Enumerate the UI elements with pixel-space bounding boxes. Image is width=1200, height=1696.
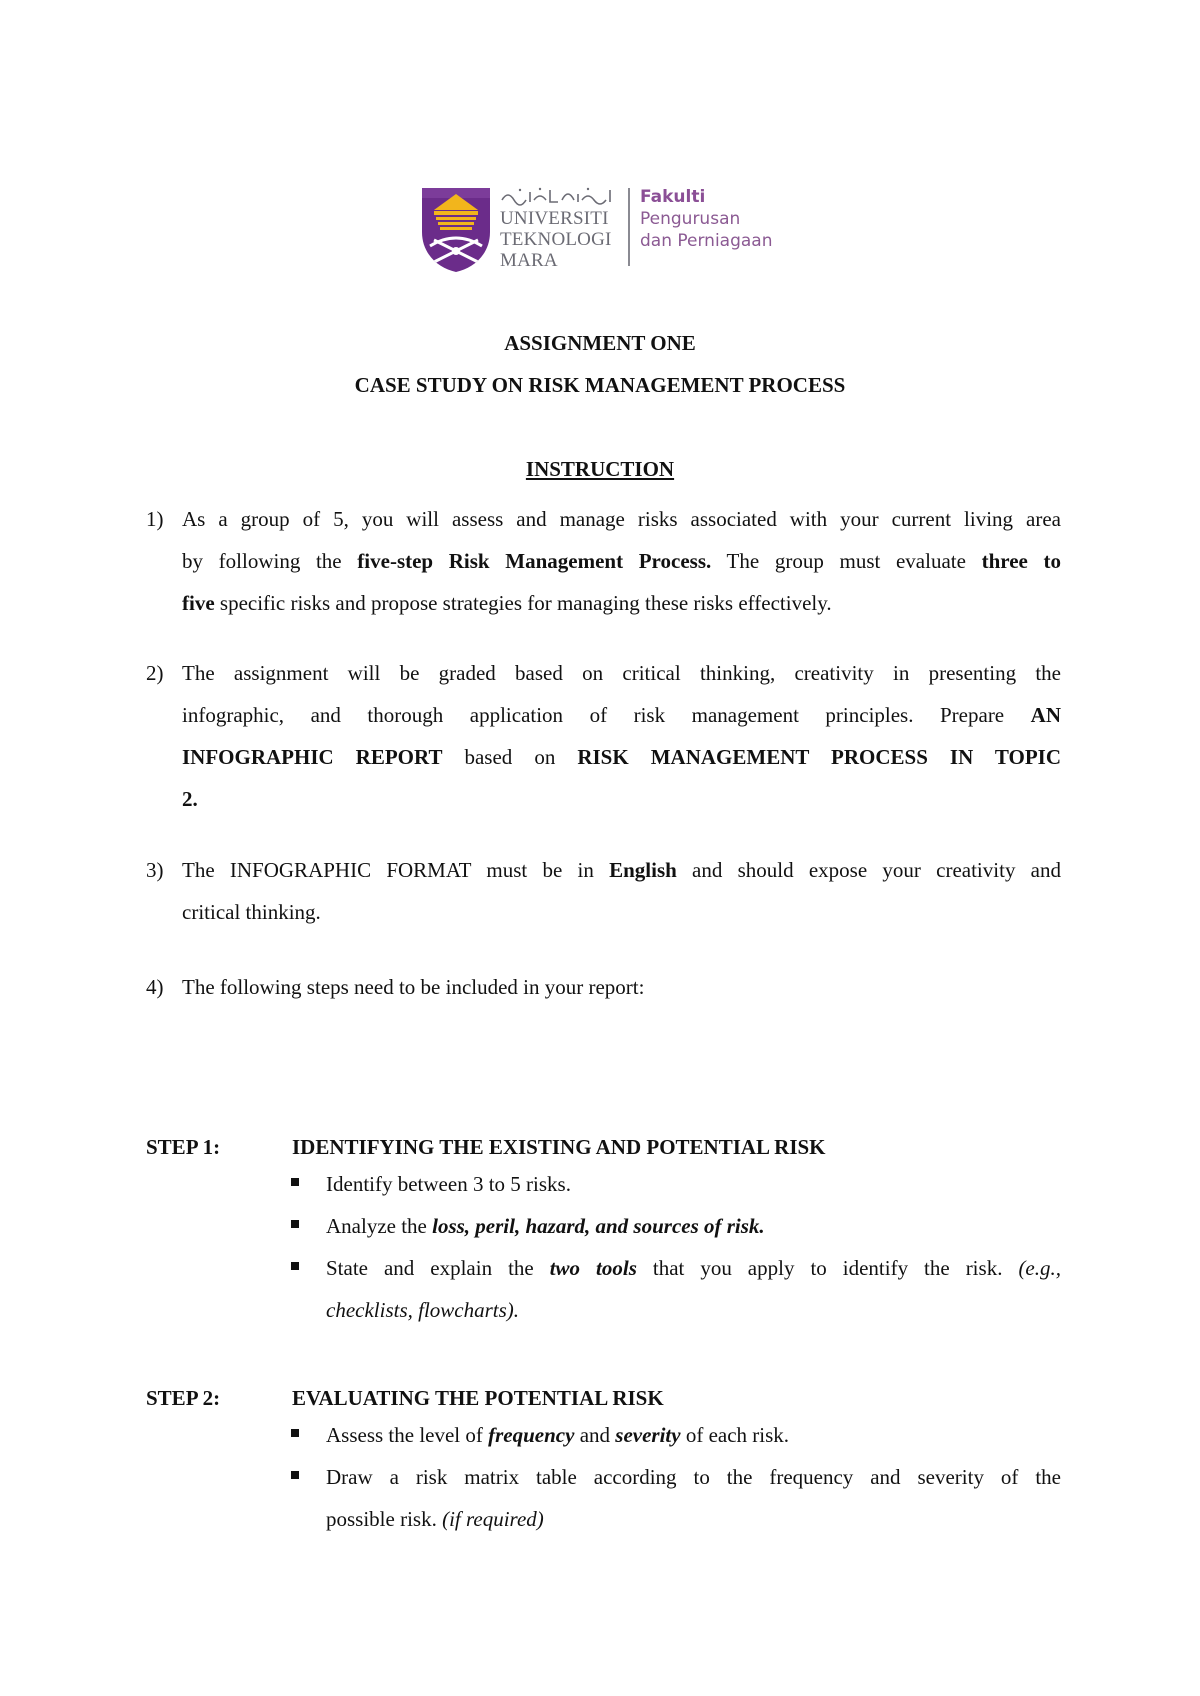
- bullet-text: [326, 1163, 1061, 1205]
- text-span: critical thinking.: [182, 900, 321, 924]
- text-span: loss, peril, hazard, and sources of risk.: [432, 1214, 765, 1238]
- instruction-number: 1): [146, 507, 164, 531]
- text-span: frequency: [488, 1423, 575, 1447]
- text-span: and: [574, 1423, 616, 1447]
- instruction-number: 3): [146, 858, 164, 882]
- step-label: STEP 1:: [146, 1135, 221, 1159]
- bullet-text: [326, 1205, 1061, 1247]
- assignment-title: ASSIGNMENT ONE: [504, 331, 696, 355]
- text-span: specific risks and propose strategies for managing these risks effectively.: [214, 591, 832, 615]
- university-name: [500, 208, 612, 271]
- faculty-line-3: dan Perniagaan: [640, 231, 773, 251]
- instruction-number: 4): [146, 975, 164, 999]
- jawi-wordmark: [500, 186, 618, 206]
- logo-divider: [628, 188, 630, 266]
- text-line: [182, 966, 1061, 1008]
- bullet-text: [326, 1414, 1061, 1456]
- text-span: The following steps need to be included in your report:: [182, 975, 645, 999]
- university-line-3: MARA: [500, 250, 558, 271]
- square-bullet-icon: [291, 1471, 299, 1479]
- text-line: [182, 849, 1061, 891]
- text-span: AN: [1030, 703, 1061, 727]
- instruction-number: 2): [146, 661, 164, 685]
- assignment-subtitle: CASE STUDY ON RISK MANAGEMENT PROCESS: [354, 373, 846, 397]
- text-line: [182, 694, 1061, 736]
- text-span: (e.g.,: [1018, 1256, 1062, 1280]
- text-span: infographic, and thorough application of risk management principles. Prepare: [182, 703, 1031, 727]
- text-span: The INFOGRAPHIC FORMAT must be in: [182, 858, 610, 882]
- instruction-text: [182, 498, 1061, 624]
- text-span: Draw a risk matrix table according to the frequency and severity of the: [326, 1465, 1061, 1489]
- text-span: The assignment will be graded based on critical thinking, creativity in presenting the: [182, 661, 1061, 685]
- text-span: INFOGRAPHIC REPORT: [182, 745, 443, 769]
- text-span: As a group of 5, you will assess and manage risks associated with your current living area: [182, 507, 1061, 531]
- university-line-1: UNIVERSITI: [500, 208, 609, 229]
- text-line: [326, 1289, 1061, 1331]
- text-line: [182, 498, 1061, 540]
- text-span: and should expose your creativity and: [676, 858, 1061, 882]
- university-line-2: TEKNOLOGI: [500, 229, 612, 250]
- square-bullet-icon: [291, 1220, 299, 1228]
- uitm-crest-icon: [420, 186, 492, 274]
- text-line: [326, 1163, 1061, 1205]
- text-line: [182, 540, 1061, 582]
- square-bullet-icon: [291, 1178, 299, 1186]
- instruction-text: [182, 849, 1061, 933]
- text-line: [326, 1205, 1061, 1247]
- section-heading: [0, 457, 1200, 481]
- faculty-line-2: Pengurusan: [640, 209, 741, 229]
- text-span: two tools: [549, 1256, 637, 1280]
- text-span: by following the: [182, 549, 358, 573]
- instruction-text: [182, 966, 1061, 1008]
- text-line: [326, 1456, 1061, 1498]
- text-span: State and explain the: [326, 1256, 550, 1280]
- text-span: of each risk.: [680, 1423, 790, 1447]
- section-heading-text: INSTRUCTION: [525, 457, 675, 481]
- bullet-text: [326, 1247, 1061, 1331]
- text-span: that you apply to identify the risk.: [636, 1256, 1019, 1280]
- text-span: Assess the level of: [326, 1423, 489, 1447]
- text-line: [182, 778, 1061, 820]
- bullet-text: [326, 1456, 1061, 1540]
- step-title: IDENTIFYING THE EXISTING AND POTENTIAL RISK: [292, 1135, 826, 1159]
- instruction-text: [182, 652, 1061, 820]
- text-line: [182, 891, 1061, 933]
- text-span: (if required): [442, 1507, 544, 1531]
- text-line: [326, 1247, 1061, 1289]
- text-span: English: [609, 858, 677, 882]
- text-line: [182, 736, 1061, 778]
- text-span: RISK MANAGEMENT PROCESS IN TOPIC: [577, 745, 1061, 769]
- text-span: checklists, flowcharts).: [326, 1298, 520, 1322]
- text-span: Analyze the: [326, 1214, 433, 1238]
- text-span: 2.: [182, 787, 198, 811]
- text-span: possible risk.: [326, 1507, 443, 1531]
- square-bullet-icon: [291, 1262, 299, 1270]
- text-span: The group must evaluate: [711, 549, 982, 573]
- text-span: severity: [615, 1423, 681, 1447]
- uitm-logo: [420, 186, 790, 274]
- text-line: [182, 582, 1061, 624]
- text-span: Identify between 3 to 5 risks.: [326, 1172, 571, 1196]
- square-bullet-icon: [291, 1429, 299, 1437]
- faculty-name: [640, 186, 773, 252]
- faculty-line-1: Fakulti: [640, 187, 706, 207]
- text-span: three to: [981, 549, 1061, 573]
- step-label: STEP 2:: [146, 1386, 221, 1410]
- text-line: [182, 652, 1061, 694]
- step-title: EVALUATING THE POTENTIAL RISK: [292, 1386, 664, 1410]
- text-span: based on: [442, 745, 578, 769]
- text-line: [326, 1498, 1061, 1540]
- text-span: five: [182, 591, 215, 615]
- text-span: five-step Risk Management Process.: [357, 549, 712, 573]
- text-line: [326, 1414, 1061, 1456]
